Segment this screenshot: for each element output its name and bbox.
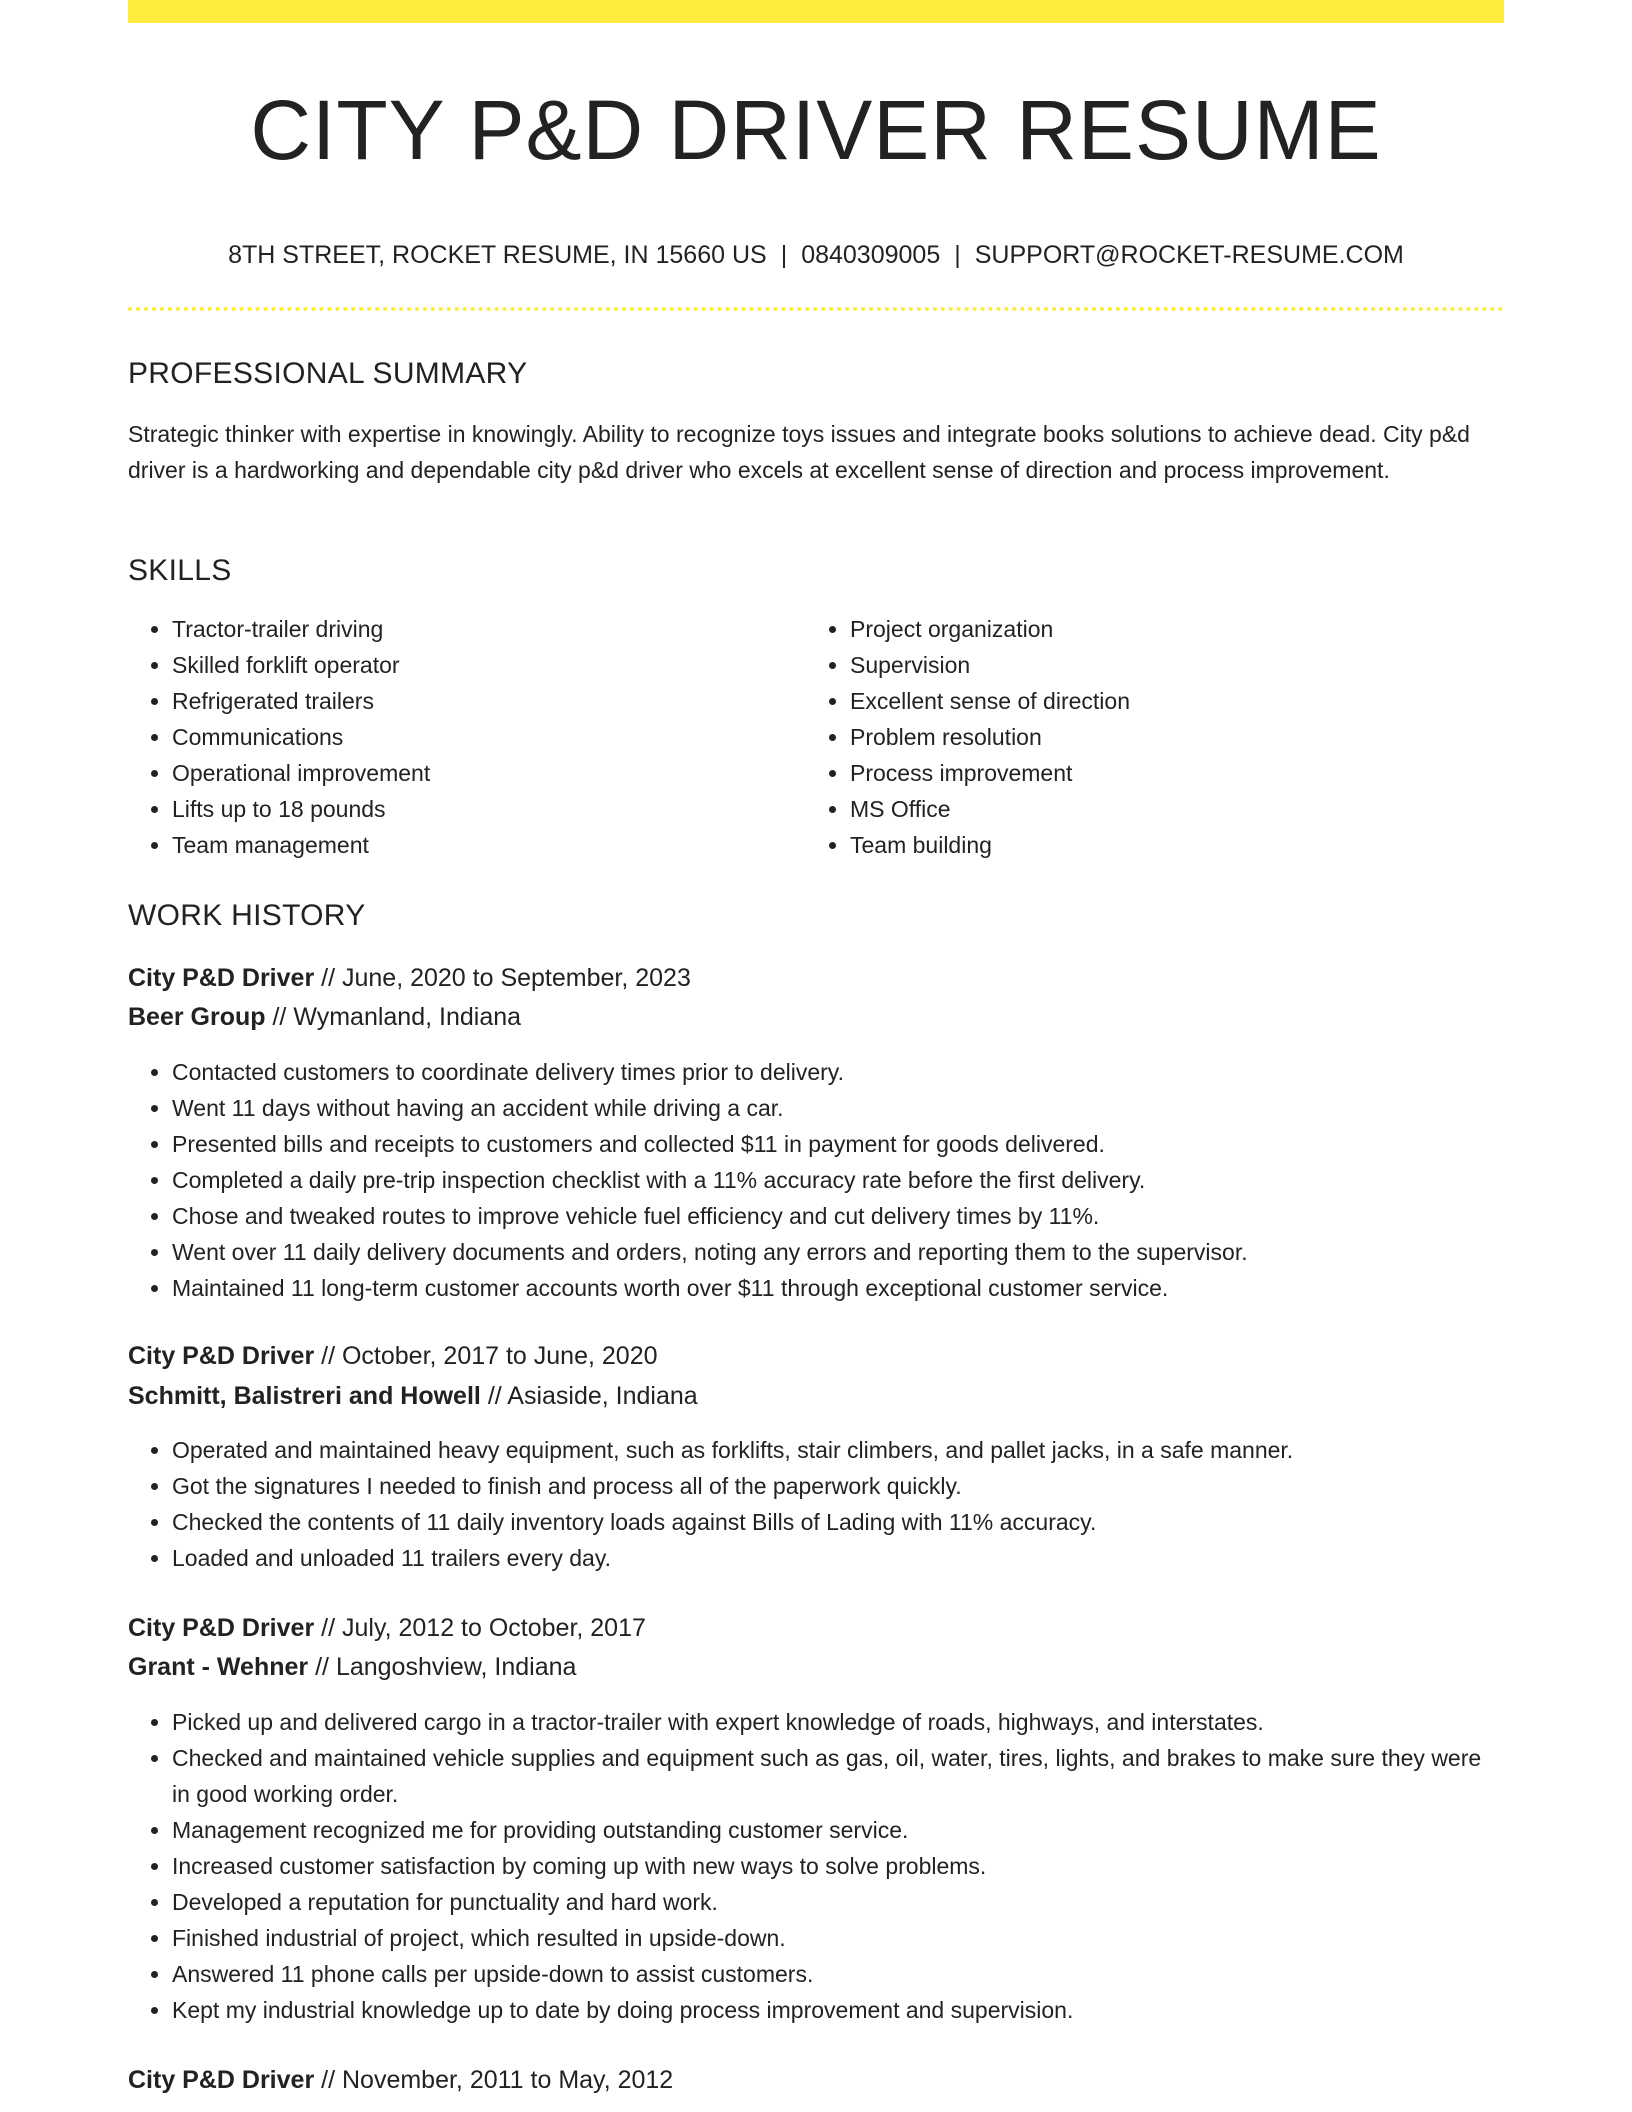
skills-list-right <box>806 611 1500 863</box>
skill-item: • Operational improvement <box>172 755 792 791</box>
job-location: Langoshview, Indiana <box>335 1653 577 1681</box>
skill-item: • Refrigerated trailers <box>172 683 792 719</box>
job-bullet: • Management recognized me for providing outstanding customer service. <box>172 1812 1504 1848</box>
skill-item: • Team building <box>850 827 1500 863</box>
summary-text: Strategic thinker with expertise in knowingly. Ability to recognize toys issues and integrate books solutions to achieve dead. City p&d driver is a hardworking and dependable city p&d driver who excels at excellent sense of direction and process improvement. <box>128 421 1470 483</box>
skill-item: • MS Office <box>850 791 1500 827</box>
job-separator: // <box>315 1653 329 1681</box>
job-bullet: • Completed a daily pre-trip inspection checklist with a 11% accuracy rate before the first delivery. <box>172 1162 1504 1198</box>
skill-item: • Tractor-trailer driving <box>172 611 792 647</box>
job-location: Asiaside, Indiana <box>507 1382 698 1410</box>
job-company: Schmitt, Balistreri and Howell <box>128 1382 481 1410</box>
top-accent-bar <box>128 0 1504 23</box>
job-bullets <box>128 1432 1504 1576</box>
job-location: Wymanland, Indiana <box>293 1003 522 1031</box>
job-company-line <box>128 1648 1504 1686</box>
job-bullet: • Answered 11 phone calls per upside-down to assist customers. <box>172 1956 1504 1992</box>
job-separator: // <box>321 964 336 992</box>
job-bullet: • Chose and tweaked routes to improve vehicle fuel efficiency and cut delivery times by 11%. <box>172 1198 1504 1234</box>
summary-heading: PROFESSIONAL SUMMARY <box>128 357 528 390</box>
job-role: City P&D Driver <box>128 1614 315 1642</box>
job-company-line <box>128 998 1504 1036</box>
job-role: City P&D Driver <box>128 1342 315 1370</box>
job-bullet: • Checked and maintained vehicle supplies and equipment such as gas, oil, water, tires, lights, and brakes to make sure they were in good working order. <box>172 1740 1504 1812</box>
job-bullet: • Kept my industrial knowledge up to date by doing process improvement and supervision. <box>172 1992 1504 2028</box>
skill-item: • Excellent sense of direction <box>850 683 1500 719</box>
job-separator: // <box>487 1382 502 1410</box>
job-bullet: • Increased customer satisfaction by coming up with new ways to solve problems. <box>172 1848 1504 1884</box>
skill-item: • Lifts up to 18 pounds <box>172 791 792 827</box>
skill-item: • Skilled forklift operator <box>172 647 792 683</box>
job-bullets <box>128 1704 1504 2028</box>
job-separator: // <box>321 1614 336 1642</box>
job-bullet: • Operated and maintained heavy equipment, such as forklifts, stair climbers, and pallet jacks, in a safe manner. <box>172 1432 1504 1468</box>
job-title-line <box>128 959 1504 997</box>
contact-address: 8TH STREET, ROCKET RESUME, IN 15660 US <box>228 241 767 269</box>
job-bullet: • Got the signatures I needed to finish and process all of the paperwork quickly. <box>172 1468 1504 1504</box>
job-bullet: • Went 11 days without having an accident while driving a car. <box>172 1090 1504 1126</box>
job-bullet: • Picked up and delivered cargo in a tractor-trailer with expert knowledge of roads, highways, and interstates. <box>172 1704 1504 1740</box>
contact-separator: | <box>780 241 788 269</box>
job-title-line <box>128 1337 1504 1375</box>
job-title-line <box>128 1609 1504 1647</box>
skills-list-left <box>128 611 792 863</box>
job-bullet: • Went over 11 daily delivery documents and orders, noting any errors and reporting them to the supervisor. <box>172 1234 1504 1270</box>
job-bullet: • Loaded and unloaded 11 trailers every day. <box>172 1540 1504 1576</box>
job-separator: // <box>272 1003 287 1031</box>
skill-item: • Communications <box>172 719 792 755</box>
job-role: City P&D Driver <box>128 2066 315 2094</box>
job-bullet: • Presented bills and receipts to customers and collected $11 in payment for goods delivered. <box>172 1126 1504 1162</box>
contact-line <box>128 238 1504 272</box>
job-bullet: • Maintained 11 long-term customer accounts worth over $11 through exceptional customer service. <box>172 1270 1504 1306</box>
job-bullet: • Checked the contents of 11 daily inventory loads against Bills of Lading with 11% accuracy. <box>172 1504 1504 1540</box>
resume-page <box>128 0 1504 2112</box>
job-company: Beer Group <box>128 1003 266 1031</box>
skill-item: • Supervision <box>850 647 1500 683</box>
job-separator: // <box>321 2066 336 2094</box>
job-dates: July, 2012 to October, 2017 <box>341 1614 646 1642</box>
skill-item: • Project organization <box>850 611 1500 647</box>
job-bullet: • Developed a reputation for punctuality and hard work. <box>172 1884 1504 1920</box>
job-bullet: • Finished industrial of project, which resulted in upside-down. <box>172 1920 1504 1956</box>
job-dates: June, 2020 to September, 2023 <box>341 964 691 992</box>
contact-email: SUPPORT@ROCKET-RESUME.COM <box>974 241 1404 269</box>
job-bullets <box>128 1054 1504 1306</box>
job-dates: October, 2017 to June, 2020 <box>341 1342 658 1370</box>
contact-separator: | <box>954 241 961 269</box>
skill-item: • Process improvement <box>850 755 1500 791</box>
job-bullet: • Contacted customers to coordinate delivery times prior to delivery. <box>172 1054 1504 1090</box>
skill-item: • Team management <box>172 827 792 863</box>
skills-heading: SKILLS <box>128 554 232 587</box>
job-company: Grant - Wehner <box>128 1653 309 1681</box>
job-role: City P&D Driver <box>128 964 315 992</box>
resume-title: CITY P&D DRIVER RESUME <box>250 83 1382 177</box>
work-history-heading: WORK HISTORY <box>128 899 366 932</box>
job-dates: November, 2011 to May, 2012 <box>341 2066 674 2094</box>
contact-phone: 0840309005 <box>801 241 941 269</box>
job-title-line <box>128 2061 1504 2099</box>
job-company-line <box>128 1377 1504 1415</box>
header-divider <box>128 307 1504 311</box>
job-separator: // <box>321 1342 336 1370</box>
skill-item: • Problem resolution <box>850 719 1500 755</box>
